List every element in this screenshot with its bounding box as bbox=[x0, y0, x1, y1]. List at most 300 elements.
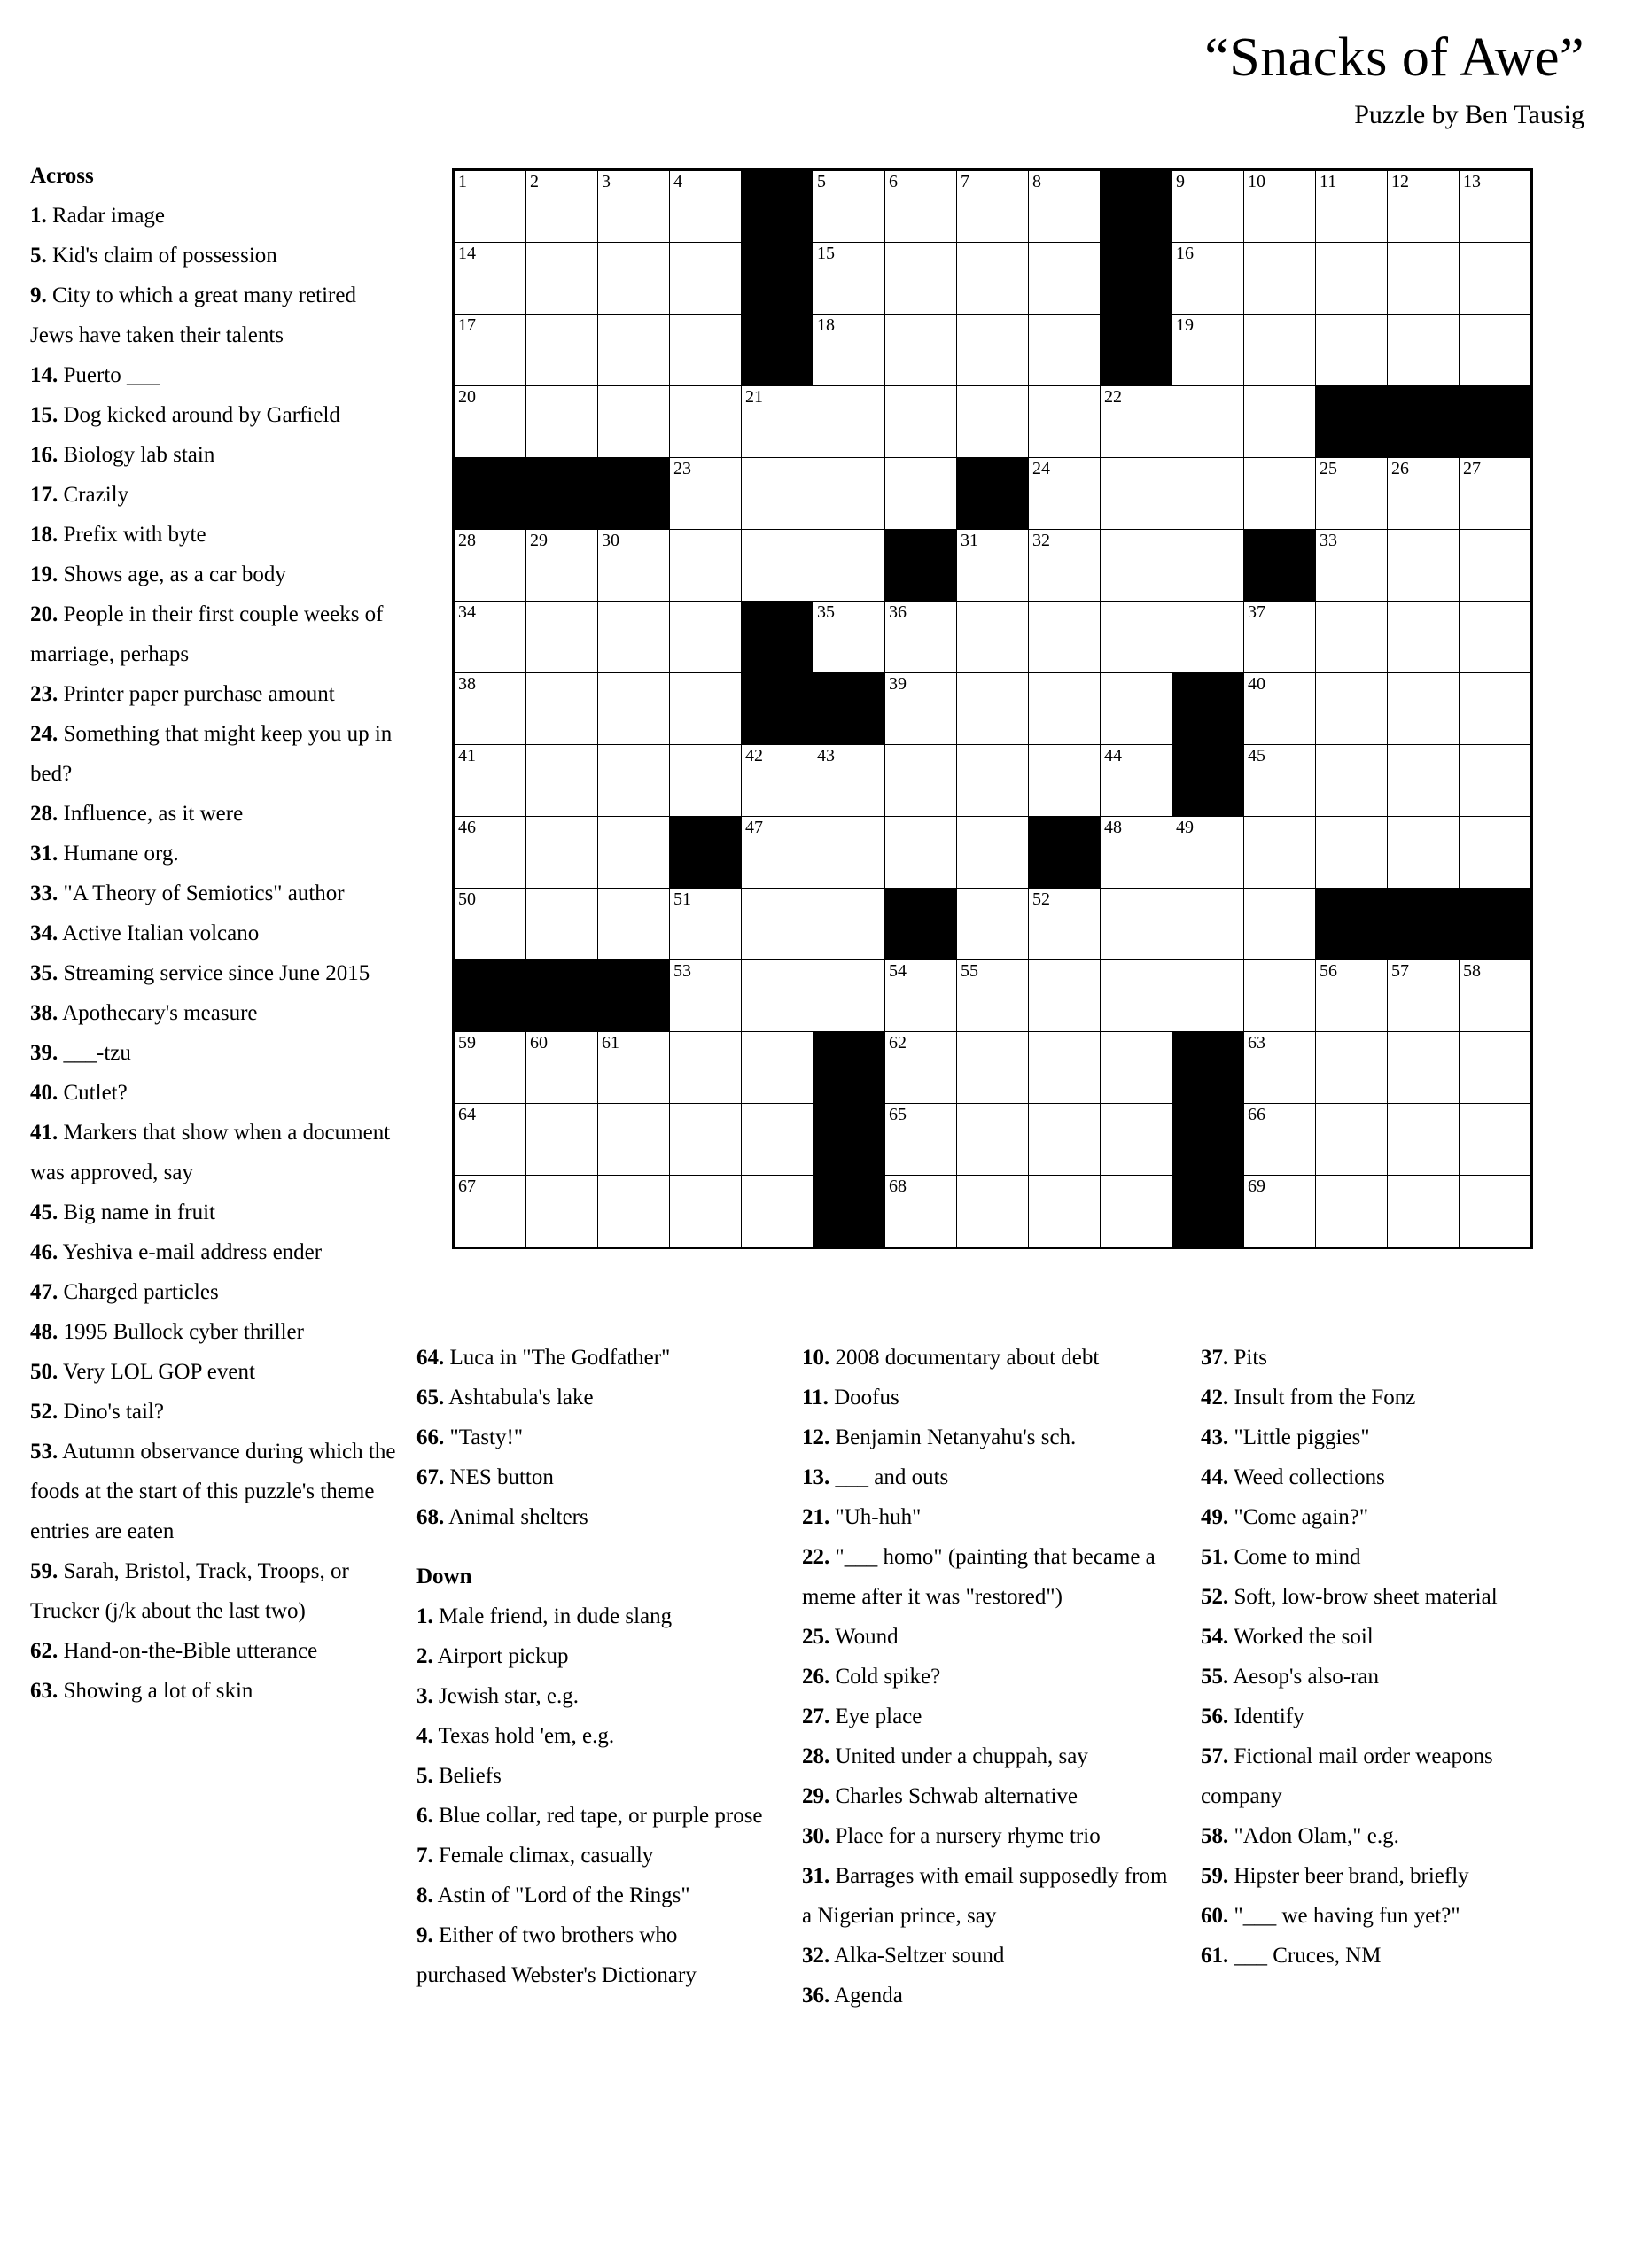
grid-cell[interactable] bbox=[957, 243, 1029, 315]
clue-text: Either of two brothers who purchased Webster's Dictionary bbox=[416, 1923, 697, 1987]
grid-cell-number: 38 bbox=[458, 674, 476, 694]
grid-cell[interactable] bbox=[1316, 315, 1388, 386]
grid-cell[interactable] bbox=[1172, 817, 1244, 889]
grid-cell[interactable] bbox=[957, 745, 1029, 817]
grid-cell[interactable] bbox=[1244, 889, 1316, 960]
grid-cell[interactable] bbox=[526, 530, 598, 602]
clue-text: Eye place bbox=[829, 1705, 922, 1728]
grid-cell[interactable] bbox=[1388, 673, 1460, 745]
grid-cell-number: 50 bbox=[458, 889, 476, 909]
grid-cell[interactable] bbox=[1029, 243, 1101, 315]
grid-cell[interactable] bbox=[957, 530, 1029, 602]
clue-item bbox=[416, 1418, 771, 1457]
clue-item bbox=[802, 1457, 1174, 1497]
crossword-grid[interactable] bbox=[452, 168, 1533, 1249]
clue-item bbox=[1201, 1697, 1573, 1736]
grid-cell[interactable] bbox=[1101, 817, 1172, 889]
clue-number: 43. bbox=[1201, 1425, 1229, 1449]
grid-cell[interactable] bbox=[526, 745, 598, 817]
grid-block-cell bbox=[742, 602, 814, 673]
clue-number: 11. bbox=[802, 1386, 829, 1410]
grid-cell[interactable] bbox=[1172, 602, 1244, 673]
clue-number: 44. bbox=[1201, 1465, 1229, 1489]
grid-cell[interactable] bbox=[1388, 530, 1460, 602]
clue-item bbox=[802, 1697, 1174, 1736]
clue-text: Airport pickup bbox=[432, 1644, 569, 1668]
grid-cell[interactable] bbox=[1172, 530, 1244, 602]
grid-cell-number: 52 bbox=[1032, 889, 1050, 909]
grid-cell[interactable] bbox=[454, 673, 526, 745]
grid-cell[interactable] bbox=[1460, 602, 1532, 673]
grid-block-cell bbox=[742, 315, 814, 386]
grid-cell[interactable] bbox=[670, 745, 742, 817]
grid-cell[interactable] bbox=[670, 458, 742, 530]
grid-cell[interactable] bbox=[1316, 817, 1388, 889]
grid-row bbox=[454, 1104, 1532, 1176]
grid-cell[interactable] bbox=[1316, 1104, 1388, 1176]
grid-cell[interactable] bbox=[454, 889, 526, 960]
grid-block-cell bbox=[1460, 889, 1532, 960]
grid-cell[interactable] bbox=[1244, 960, 1316, 1032]
grid-cell[interactable] bbox=[1460, 1176, 1532, 1248]
grid-cell[interactable] bbox=[1101, 386, 1172, 458]
clue-text: Astin of "Lord of the Rings" bbox=[432, 1884, 690, 1907]
grid-cell[interactable] bbox=[1029, 1176, 1101, 1248]
clue-text: ___ and outs bbox=[829, 1465, 949, 1489]
grid-cell[interactable] bbox=[1244, 1104, 1316, 1176]
grid-cell[interactable] bbox=[598, 602, 670, 673]
grid-cell[interactable] bbox=[1460, 315, 1532, 386]
grid-cell[interactable] bbox=[670, 170, 742, 243]
grid-block-cell bbox=[1029, 817, 1101, 889]
clue-number: 39. bbox=[30, 1041, 58, 1065]
grid-cell[interactable] bbox=[598, 1104, 670, 1176]
grid-cell[interactable] bbox=[1388, 315, 1460, 386]
clue-number: 1. bbox=[30, 204, 47, 228]
grid-cell[interactable] bbox=[1029, 673, 1101, 745]
grid-cell-number: 39 bbox=[889, 674, 907, 694]
grid-cell[interactable] bbox=[526, 1176, 598, 1248]
grid-cell[interactable] bbox=[1460, 673, 1532, 745]
grid-cell[interactable] bbox=[1388, 960, 1460, 1032]
grid-cell[interactable] bbox=[1172, 386, 1244, 458]
clue-number: 58. bbox=[1201, 1824, 1229, 1848]
grid-cell[interactable] bbox=[1388, 745, 1460, 817]
grid-cell[interactable] bbox=[1316, 1032, 1388, 1104]
clue-number: 16. bbox=[30, 443, 58, 467]
grid-row bbox=[454, 673, 1532, 745]
grid-cell[interactable] bbox=[885, 602, 957, 673]
grid-cell[interactable] bbox=[598, 243, 670, 315]
grid-cell-number: 40 bbox=[1248, 674, 1265, 694]
grid-cell[interactable] bbox=[814, 889, 885, 960]
clue-number: 61. bbox=[1201, 1944, 1229, 1968]
grid-cell[interactable] bbox=[1316, 170, 1388, 243]
grid-cell[interactable] bbox=[885, 315, 957, 386]
grid-cell[interactable] bbox=[526, 673, 598, 745]
grid-cell[interactable] bbox=[1244, 386, 1316, 458]
grid-cell[interactable] bbox=[1388, 458, 1460, 530]
clue-item bbox=[30, 515, 402, 555]
grid-cell[interactable] bbox=[814, 386, 885, 458]
grid-cell[interactable] bbox=[885, 1176, 957, 1248]
grid-cell[interactable] bbox=[1316, 673, 1388, 745]
across-heading: Across bbox=[30, 164, 94, 188]
grid-cell[interactable] bbox=[1244, 315, 1316, 386]
grid-cell[interactable] bbox=[1029, 602, 1101, 673]
clue-number: 68. bbox=[416, 1505, 445, 1529]
grid-cell[interactable] bbox=[1101, 458, 1172, 530]
grid-cell[interactable] bbox=[957, 170, 1029, 243]
grid-cell[interactable] bbox=[742, 458, 814, 530]
grid-cell[interactable] bbox=[885, 1032, 957, 1104]
grid-cell-number: 37 bbox=[1248, 602, 1265, 622]
grid-cell[interactable] bbox=[1460, 817, 1532, 889]
grid-cell[interactable] bbox=[598, 530, 670, 602]
grid-cell-number: 26 bbox=[1391, 459, 1409, 478]
grid-cell[interactable] bbox=[670, 889, 742, 960]
clue-item bbox=[30, 594, 402, 674]
clue-number: 67. bbox=[416, 1465, 445, 1489]
grid-cell[interactable] bbox=[1460, 458, 1532, 530]
clue-text: "Little piggies" bbox=[1228, 1425, 1370, 1449]
clue-text: Dino's tail? bbox=[58, 1400, 165, 1424]
grid-block-cell bbox=[1101, 315, 1172, 386]
clue-number: 18. bbox=[30, 523, 58, 547]
clue-number: 49. bbox=[1201, 1505, 1229, 1529]
clue-item bbox=[416, 1756, 771, 1796]
grid-cell[interactable] bbox=[454, 386, 526, 458]
grid-cell[interactable] bbox=[957, 960, 1029, 1032]
grid-block-cell bbox=[1388, 889, 1460, 960]
grid-cell[interactable] bbox=[814, 602, 885, 673]
grid-cell[interactable] bbox=[598, 889, 670, 960]
grid-cell[interactable] bbox=[1244, 745, 1316, 817]
grid-cell[interactable] bbox=[526, 315, 598, 386]
grid-cell-number: 17 bbox=[458, 315, 476, 335]
grid-cell[interactable] bbox=[814, 458, 885, 530]
grid-cell-number: 16 bbox=[1176, 244, 1194, 263]
grid-cell[interactable] bbox=[1172, 243, 1244, 315]
grid-cell[interactable] bbox=[670, 386, 742, 458]
grid-cell[interactable] bbox=[814, 170, 885, 243]
clue-item bbox=[30, 1551, 402, 1631]
grid-cell[interactable] bbox=[957, 602, 1029, 673]
grid-cell[interactable] bbox=[742, 530, 814, 602]
grid-cell[interactable] bbox=[1460, 960, 1532, 1032]
clue-number: 3. bbox=[416, 1684, 433, 1708]
grid-cell[interactable] bbox=[670, 1104, 742, 1176]
clue-number: 59. bbox=[1201, 1864, 1229, 1888]
clue-text: Come to mind bbox=[1228, 1545, 1361, 1569]
puzzle-header bbox=[610, 25, 1584, 135]
grid-cell[interactable] bbox=[957, 315, 1029, 386]
grid-cell[interactable] bbox=[598, 170, 670, 243]
grid-cell[interactable] bbox=[1388, 243, 1460, 315]
crossword-grid-table[interactable] bbox=[452, 168, 1533, 1249]
clue-item bbox=[1201, 1497, 1573, 1537]
grid-cell[interactable] bbox=[598, 315, 670, 386]
clue-text: Humane org. bbox=[58, 842, 179, 866]
down-clue-list-part2 bbox=[802, 1338, 1174, 2016]
grid-cell[interactable] bbox=[1244, 1176, 1316, 1248]
clue-text: Identify bbox=[1228, 1705, 1304, 1728]
grid-cell[interactable] bbox=[1101, 745, 1172, 817]
grid-cell[interactable] bbox=[1101, 673, 1172, 745]
grid-cell[interactable] bbox=[1460, 243, 1532, 315]
grid-cell[interactable] bbox=[1172, 960, 1244, 1032]
clue-item bbox=[30, 475, 402, 515]
grid-cell[interactable] bbox=[1029, 889, 1101, 960]
clue-text: Markers that show when a document was approved, say bbox=[30, 1121, 391, 1184]
grid-cell[interactable] bbox=[454, 1032, 526, 1104]
grid-cell[interactable] bbox=[598, 817, 670, 889]
grid-block-cell bbox=[526, 458, 598, 530]
grid-cell[interactable] bbox=[814, 315, 885, 386]
grid-cell[interactable] bbox=[598, 673, 670, 745]
grid-cell-number: 64 bbox=[458, 1105, 476, 1124]
clue-item bbox=[30, 236, 402, 276]
clue-text: Aesop's also-ran bbox=[1228, 1665, 1380, 1689]
grid-cell-number: 4 bbox=[673, 172, 682, 191]
grid-cell[interactable] bbox=[670, 530, 742, 602]
grid-cell[interactable] bbox=[1388, 1032, 1460, 1104]
clue-number: 59. bbox=[30, 1559, 58, 1583]
grid-cell[interactable] bbox=[1029, 170, 1101, 243]
grid-cell-number: 62 bbox=[889, 1033, 907, 1052]
grid-cell[interactable] bbox=[742, 817, 814, 889]
grid-cell[interactable] bbox=[814, 530, 885, 602]
grid-cell[interactable] bbox=[1460, 1032, 1532, 1104]
grid-cell[interactable] bbox=[1172, 889, 1244, 960]
grid-cell[interactable] bbox=[885, 243, 957, 315]
grid-cell[interactable] bbox=[1172, 458, 1244, 530]
grid-row bbox=[454, 243, 1532, 315]
grid-cell[interactable] bbox=[1029, 745, 1101, 817]
grid-cell[interactable] bbox=[1101, 960, 1172, 1032]
grid-cell[interactable] bbox=[670, 1176, 742, 1248]
grid-cell[interactable] bbox=[885, 170, 957, 243]
clue-item bbox=[30, 196, 402, 236]
grid-cell[interactable] bbox=[526, 889, 598, 960]
grid-cell-number: 68 bbox=[889, 1177, 907, 1196]
grid-cell[interactable] bbox=[814, 243, 885, 315]
grid-cell[interactable] bbox=[598, 1176, 670, 1248]
grid-cell[interactable] bbox=[885, 1104, 957, 1176]
clue-number: 6. bbox=[416, 1804, 433, 1828]
grid-cell[interactable] bbox=[957, 889, 1029, 960]
grid-cell[interactable] bbox=[1388, 602, 1460, 673]
grid-cell[interactable] bbox=[1244, 243, 1316, 315]
grid-cell[interactable] bbox=[1172, 315, 1244, 386]
clue-number: 15. bbox=[30, 403, 58, 427]
grid-cell[interactable] bbox=[1029, 1104, 1101, 1176]
clue-text: Insult from the Fonz bbox=[1228, 1386, 1416, 1410]
grid-cell[interactable] bbox=[598, 745, 670, 817]
clue-number: 12. bbox=[802, 1425, 830, 1449]
grid-cell[interactable] bbox=[1172, 170, 1244, 243]
grid-cell[interactable] bbox=[1388, 170, 1460, 243]
grid-cell[interactable] bbox=[454, 745, 526, 817]
clue-text: Crazily bbox=[58, 483, 129, 507]
grid-cell[interactable] bbox=[1316, 243, 1388, 315]
grid-cell[interactable] bbox=[1388, 1176, 1460, 1248]
grid-cell[interactable] bbox=[1316, 530, 1388, 602]
clue-text: Ashtabula's lake bbox=[444, 1386, 594, 1410]
clue-number: 63. bbox=[30, 1679, 58, 1703]
grid-cell[interactable] bbox=[814, 817, 885, 889]
grid-cell[interactable] bbox=[454, 315, 526, 386]
grid-cell-number: 14 bbox=[458, 244, 476, 263]
grid-cell[interactable] bbox=[670, 602, 742, 673]
grid-cell[interactable] bbox=[1029, 386, 1101, 458]
clue-item bbox=[416, 1497, 771, 1537]
clue-text: Dog kicked around by Garfield bbox=[58, 403, 340, 427]
grid-cell[interactable] bbox=[957, 1032, 1029, 1104]
grid-cell[interactable] bbox=[1244, 458, 1316, 530]
clue-text: City to which a great many retired Jews have taken their talents bbox=[30, 284, 356, 347]
grid-cell[interactable] bbox=[1244, 602, 1316, 673]
grid-cell[interactable] bbox=[454, 602, 526, 673]
clue-text: 1995 Bullock cyber thriller bbox=[58, 1320, 304, 1344]
grid-cell[interactable] bbox=[957, 817, 1029, 889]
grid-cell[interactable] bbox=[670, 1032, 742, 1104]
grid-cell-number: 8 bbox=[1032, 172, 1041, 191]
grid-cell[interactable] bbox=[1029, 960, 1101, 1032]
grid-cell[interactable] bbox=[1316, 602, 1388, 673]
grid-cell[interactable] bbox=[526, 602, 598, 673]
grid-cell[interactable] bbox=[1316, 745, 1388, 817]
grid-cell[interactable] bbox=[1460, 745, 1532, 817]
grid-cell[interactable] bbox=[454, 530, 526, 602]
grid-cell[interactable] bbox=[742, 889, 814, 960]
grid-cell[interactable] bbox=[957, 1176, 1029, 1248]
grid-cell[interactable] bbox=[670, 673, 742, 745]
clue-number: 13. bbox=[802, 1465, 830, 1489]
clue-text: "Adon Olam," e.g. bbox=[1228, 1824, 1399, 1848]
clue-text: Worked the soil bbox=[1228, 1625, 1374, 1649]
grid-cell[interactable] bbox=[885, 458, 957, 530]
grid-cell[interactable] bbox=[957, 386, 1029, 458]
grid-cell[interactable] bbox=[742, 1032, 814, 1104]
clue-item bbox=[1201, 1577, 1573, 1617]
grid-cell[interactable] bbox=[957, 673, 1029, 745]
grid-cell[interactable] bbox=[885, 960, 957, 1032]
grid-cell[interactable] bbox=[742, 386, 814, 458]
grid-cell[interactable] bbox=[1460, 530, 1532, 602]
grid-row bbox=[454, 458, 1532, 530]
grid-cell[interactable] bbox=[742, 1176, 814, 1248]
grid-cell[interactable] bbox=[1316, 1176, 1388, 1248]
grid-cell[interactable] bbox=[670, 243, 742, 315]
grid-cell-number: 57 bbox=[1391, 961, 1409, 981]
clue-text: Radar image bbox=[46, 204, 166, 228]
grid-cell-number: 29 bbox=[530, 531, 548, 550]
grid-cell[interactable] bbox=[454, 243, 526, 315]
grid-cell[interactable] bbox=[1316, 458, 1388, 530]
grid-cell-number: 31 bbox=[961, 531, 978, 550]
grid-cell[interactable] bbox=[1460, 170, 1532, 243]
clue-number: 52. bbox=[1201, 1585, 1229, 1609]
grid-block-cell bbox=[598, 960, 670, 1032]
grid-row bbox=[454, 960, 1532, 1032]
grid-cell[interactable] bbox=[454, 1176, 526, 1248]
grid-cell[interactable] bbox=[1388, 1104, 1460, 1176]
grid-cell[interactable] bbox=[742, 1104, 814, 1176]
grid-cell[interactable] bbox=[1029, 458, 1101, 530]
grid-cell[interactable] bbox=[454, 170, 526, 243]
clue-number: 40. bbox=[30, 1081, 58, 1105]
grid-block-cell bbox=[814, 1032, 885, 1104]
clue-item bbox=[802, 1736, 1174, 1776]
grid-cell[interactable] bbox=[670, 960, 742, 1032]
clue-number: 5. bbox=[416, 1764, 433, 1788]
clue-number: 27. bbox=[802, 1705, 830, 1728]
grid-cell[interactable] bbox=[885, 745, 957, 817]
grid-cell[interactable] bbox=[598, 1032, 670, 1104]
grid-cell[interactable] bbox=[885, 673, 957, 745]
clue-number: 17. bbox=[30, 483, 58, 507]
clue-text: ___ Cruces, NM bbox=[1228, 1944, 1382, 1968]
clue-text: "___ we having fun yet?" bbox=[1228, 1904, 1460, 1928]
grid-cell[interactable] bbox=[742, 960, 814, 1032]
grid-cell[interactable] bbox=[814, 960, 885, 1032]
grid-cell-number: 34 bbox=[458, 602, 476, 622]
grid-cell[interactable] bbox=[526, 1104, 598, 1176]
grid-cell[interactable] bbox=[1101, 1032, 1172, 1104]
grid-cell[interactable] bbox=[526, 1032, 598, 1104]
grid-cell[interactable] bbox=[742, 745, 814, 817]
grid-cell[interactable] bbox=[814, 745, 885, 817]
grid-cell-number: 7 bbox=[961, 172, 969, 191]
grid-cell[interactable] bbox=[598, 386, 670, 458]
clue-item bbox=[30, 1671, 402, 1711]
grid-cell[interactable] bbox=[1029, 1032, 1101, 1104]
grid-cell[interactable] bbox=[454, 1104, 526, 1176]
grid-cell[interactable] bbox=[1244, 673, 1316, 745]
grid-cell[interactable] bbox=[526, 817, 598, 889]
grid-cell[interactable] bbox=[1388, 817, 1460, 889]
grid-cell[interactable] bbox=[1101, 1104, 1172, 1176]
grid-cell[interactable] bbox=[670, 315, 742, 386]
grid-cell[interactable] bbox=[1244, 817, 1316, 889]
grid-cell[interactable] bbox=[1029, 530, 1101, 602]
clue-number: 66. bbox=[416, 1425, 445, 1449]
grid-cell[interactable] bbox=[1244, 1032, 1316, 1104]
grid-cell[interactable] bbox=[1101, 1176, 1172, 1248]
grid-cell-number: 23 bbox=[673, 459, 691, 478]
grid-cell[interactable] bbox=[1101, 889, 1172, 960]
clue-number: 28. bbox=[802, 1744, 830, 1768]
grid-cell[interactable] bbox=[526, 386, 598, 458]
grid-cell[interactable] bbox=[1244, 170, 1316, 243]
grid-cell[interactable] bbox=[1316, 960, 1388, 1032]
grid-cell[interactable] bbox=[1101, 530, 1172, 602]
clue-text: Charles Schwab alternative bbox=[829, 1784, 1078, 1808]
clue-text: Influence, as it were bbox=[58, 802, 244, 826]
grid-cell[interactable] bbox=[526, 243, 598, 315]
grid-cell[interactable] bbox=[1029, 315, 1101, 386]
grid-cell[interactable] bbox=[957, 1104, 1029, 1176]
grid-cell[interactable] bbox=[885, 386, 957, 458]
grid-cell[interactable] bbox=[1460, 1104, 1532, 1176]
grid-cell[interactable] bbox=[885, 817, 957, 889]
clue-number: 57. bbox=[1201, 1744, 1229, 1768]
grid-cell[interactable] bbox=[526, 170, 598, 243]
grid-cell[interactable] bbox=[454, 817, 526, 889]
grid-row bbox=[454, 817, 1532, 889]
grid-cell[interactable] bbox=[1101, 602, 1172, 673]
